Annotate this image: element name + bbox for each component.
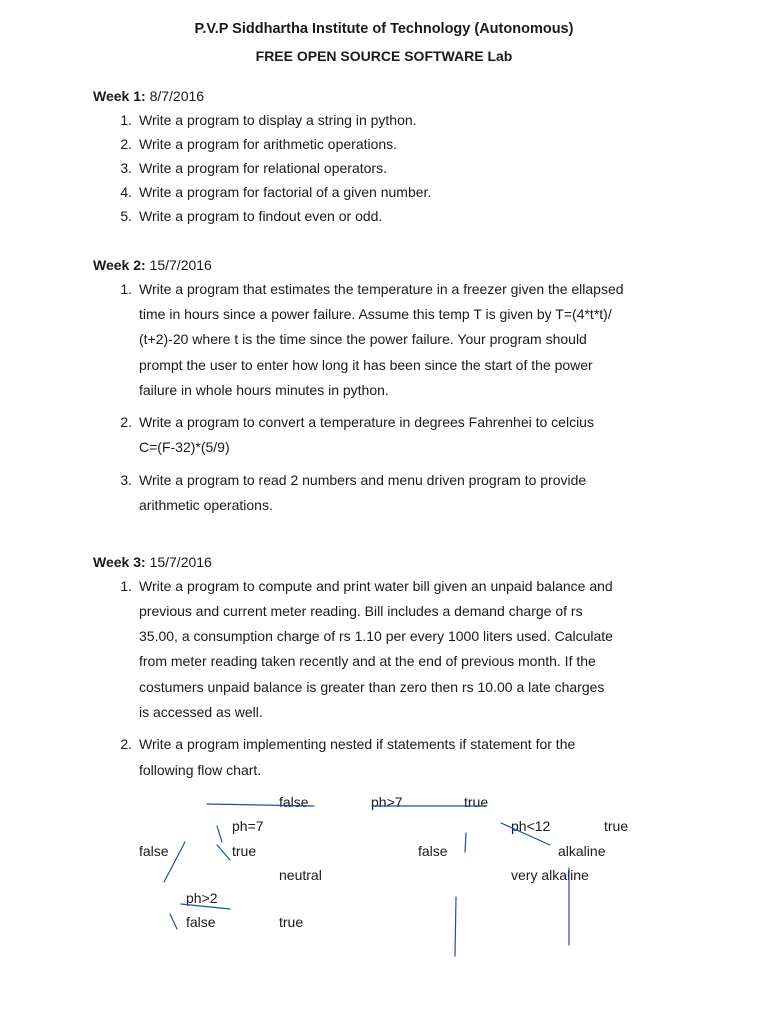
connector-line (455, 897, 456, 956)
list-item-line: prompt the user to enter how long it has been since the start of the power (139, 357, 593, 373)
flow-alkaline: alkaline (558, 843, 606, 859)
connector-line (217, 845, 230, 860)
week3-date: 15/7/2016 (149, 554, 212, 570)
flow-ph-gt-7: ph>7 (371, 794, 403, 810)
flow-ph-eq-7: ph=7 (232, 818, 264, 834)
lab-title: FREE OPEN SOURCE SOFTWARE Lab (255, 48, 513, 64)
flow-neutral: neutral (279, 867, 322, 883)
connector-line (465, 833, 466, 852)
institute-title: P.V.P Siddhartha Institute of Technology (Autonomous) (194, 21, 574, 37)
list-item-line: Write a program that estimates the temperature in a freezer given the ellapsed (139, 281, 624, 297)
list-number: 2. (120, 414, 132, 430)
connector-line (207, 804, 314, 806)
list-item-line: C=(F-32)*(5/9) (139, 439, 230, 455)
flow-ph-gt-2: ph>2 (186, 890, 218, 906)
flow-false-left: false (139, 843, 169, 859)
list-number: 1. (120, 578, 132, 594)
list-item-line: failure in whole hours minutes in python. (139, 382, 389, 398)
list-item-line: costumers unpaid balance is greater than zero then rs 10.00 a late charges (139, 679, 605, 695)
list-item-line: following flow chart. (139, 762, 262, 778)
connector-line (501, 823, 550, 845)
connector-line (181, 904, 230, 909)
list-number: 2. (120, 736, 132, 752)
week2-date: 15/7/2016 (149, 257, 212, 273)
list-number: 3. (120, 160, 132, 176)
list-number: 4. (120, 184, 132, 200)
flow-very-alkaline: very alkaline (511, 867, 589, 883)
list-number: 1. (120, 112, 132, 128)
flow-false-center: false (418, 843, 448, 859)
list-item-line: Write a program to read 2 numbers and menu driven program to provide (139, 472, 587, 488)
list-item-line: arithmetic operations. (139, 497, 273, 513)
list-item-line: Write a program implementing nested if statements if statement for the (139, 736, 576, 752)
list-item-line: previous and current meter reading. Bill includes a demand charge of rs (139, 603, 583, 619)
list-number: 5. (120, 208, 132, 224)
list-item: Write a program to findout even or odd. (139, 208, 383, 224)
flow-true-bottom: true (279, 914, 304, 930)
list-item-line: from meter reading taken recently and at the end of previous month. If the (139, 653, 596, 669)
week3-label: Week 3: (93, 554, 146, 570)
list-number: 1. (120, 281, 132, 297)
list-item-line: time in hours since a power failure. Assume this temp T is given by T=(4*t*t)/ (139, 306, 612, 322)
list-number: 2. (120, 136, 132, 152)
list-item-line: (t+2)-20 where t is the time since the power failure. Your program should (139, 331, 587, 347)
list-item-line: Write a program to compute and print water bill given an unpaid balance and (139, 578, 613, 594)
week2-label: Week 2: (93, 257, 146, 273)
list-item: Write a program for relational operators. (139, 160, 387, 176)
list-item-line: 35.00, a consumption charge of rs 1.10 per every 1000 liters used. Calculate (139, 628, 613, 644)
flow-false-bottom: false (186, 914, 216, 930)
connector-line (217, 826, 222, 842)
flow-true-mid: true (232, 843, 257, 859)
week1-date: 8/7/2016 (149, 88, 205, 104)
flow-false-top: false (279, 794, 309, 810)
list-item-line: Write a program to convert a temperature in degrees Fahrenhei to celcius (139, 414, 594, 430)
week1-label: Week 1: (93, 88, 146, 104)
list-item: Write a program for factorial of a given number. (139, 184, 432, 200)
connector-line (170, 914, 177, 929)
flow-true-top: true (464, 794, 489, 810)
connector-line (164, 842, 185, 882)
flow-true-right: true (604, 818, 629, 834)
list-item: Write a program for arithmetic operations. (139, 136, 398, 152)
list-item-line: is accessed as well. (139, 704, 263, 720)
list-number: 3. (120, 472, 132, 488)
list-item: Write a program to display a string in python. (139, 112, 417, 128)
flow-ph-lt-12: ph<12 (511, 818, 551, 834)
